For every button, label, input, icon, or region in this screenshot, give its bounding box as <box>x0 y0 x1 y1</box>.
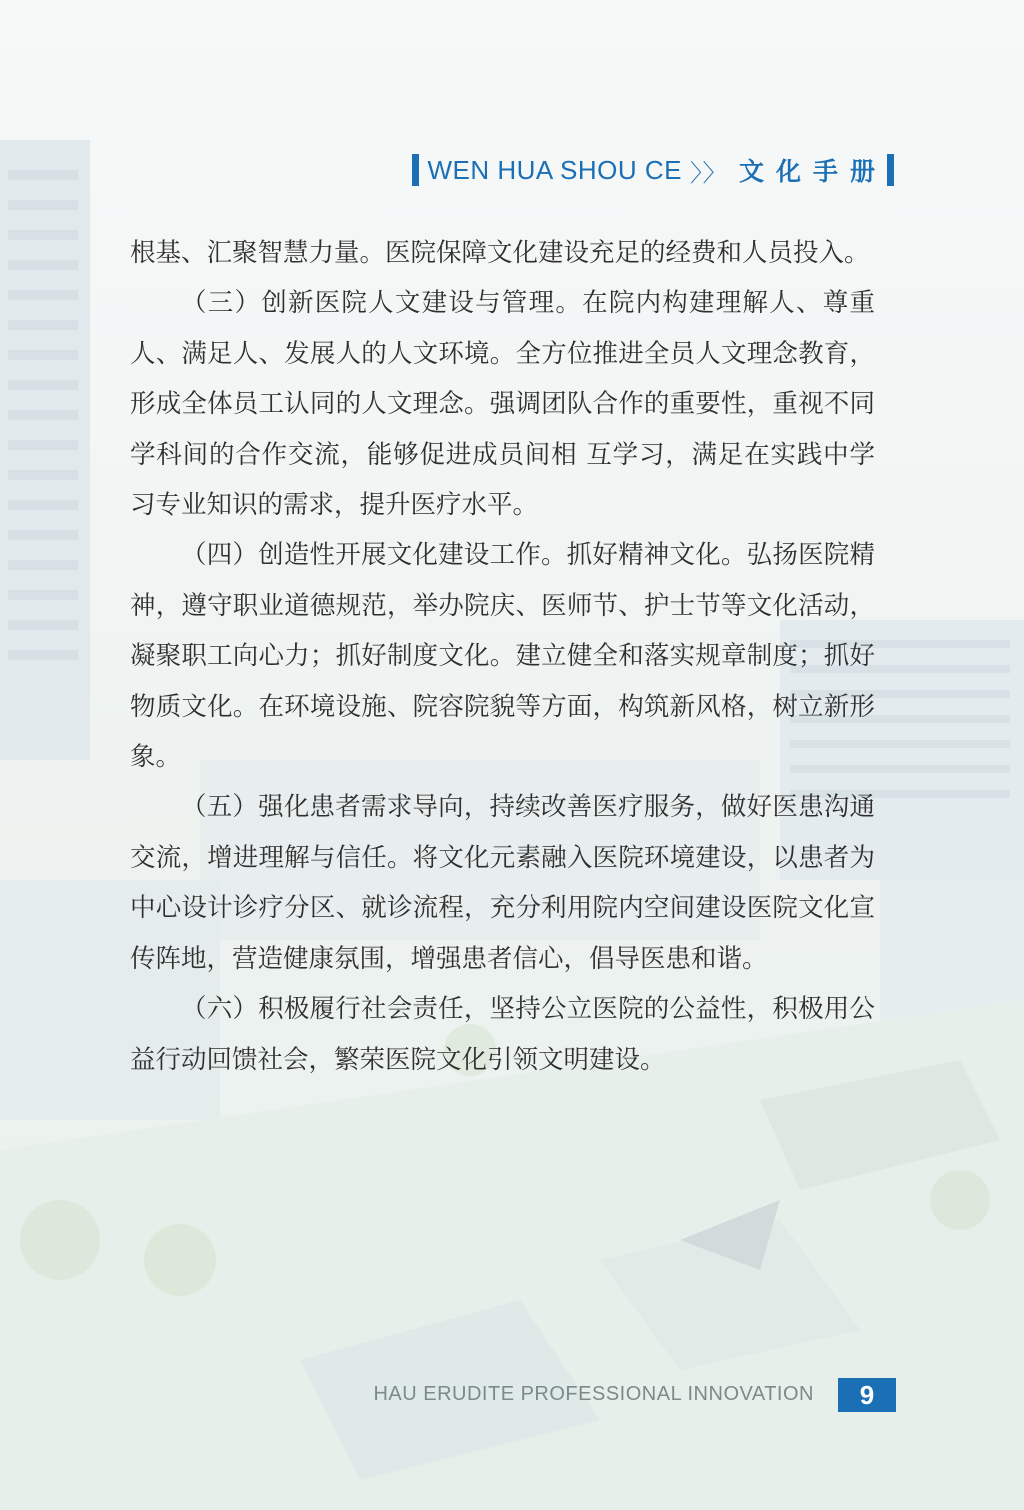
header-bar-left <box>412 154 419 186</box>
paragraph-continued: 根基、汇聚智慧力量。医院保障文化建设充足的经费和人员投入。 <box>130 238 870 268</box>
page-number: 9 <box>838 1378 896 1412</box>
paragraph-section-5: （五）强化患者需求导向，持续改善医疗服务，做好医患沟通交流，增进理解与信任。将文化元素融入医院环境建设，以患者为中心设计诊疗分区、就诊流程，充分利用院内空间建设医院文化宣传阵地，营造健康氛围，增强患者信心，倡导医患和谐。 <box>130 792 875 974</box>
header-english-title: WEN HUA SHOU CE <box>427 154 682 185</box>
paragraph-section-4: （四）创造性开展文化建设工作。抓好精神文化。弘扬医院精神，遵守职业道德规范，举办院庆、医师节、护士节等文化活动，凝聚职工向心力；抓好制度文化。建立健全和落实规章制度；抓好物质文化。在环境设施、院容院貌等方面，构筑新风格，树立新形象。 <box>130 540 875 773</box>
footer-tagline: HAU ERUDITE PROFESSIONAL INNOVATION <box>373 1383 814 1405</box>
paragraph-section-3: （三）创新医院人文建设与管理。在院内构建理解人、尊重人、满足人、发展人的人文环境。全方位推进全员人文理念教育，形成全体员工认同的人文理念。强调团队合作的重要性，重视不同学科间的合作交流，能够促进成员间相 互学习，满足在实践中学习专业知识的需求，提升医疗水平。 <box>130 288 875 521</box>
body-text <box>130 228 875 1085</box>
header-separator: 〉〉 <box>689 159 727 187</box>
paragraph-section-6: （六）积极履行社会责任，坚持公立医院的公益性，积极用公益行动回馈社会，繁荣医院文化引领文明建设。 <box>130 994 875 1075</box>
header-chinese-title: 文化手册 <box>738 158 887 186</box>
header-bar-right <box>887 154 894 186</box>
page-footer <box>0 1378 1024 1414</box>
running-header <box>412 150 894 190</box>
